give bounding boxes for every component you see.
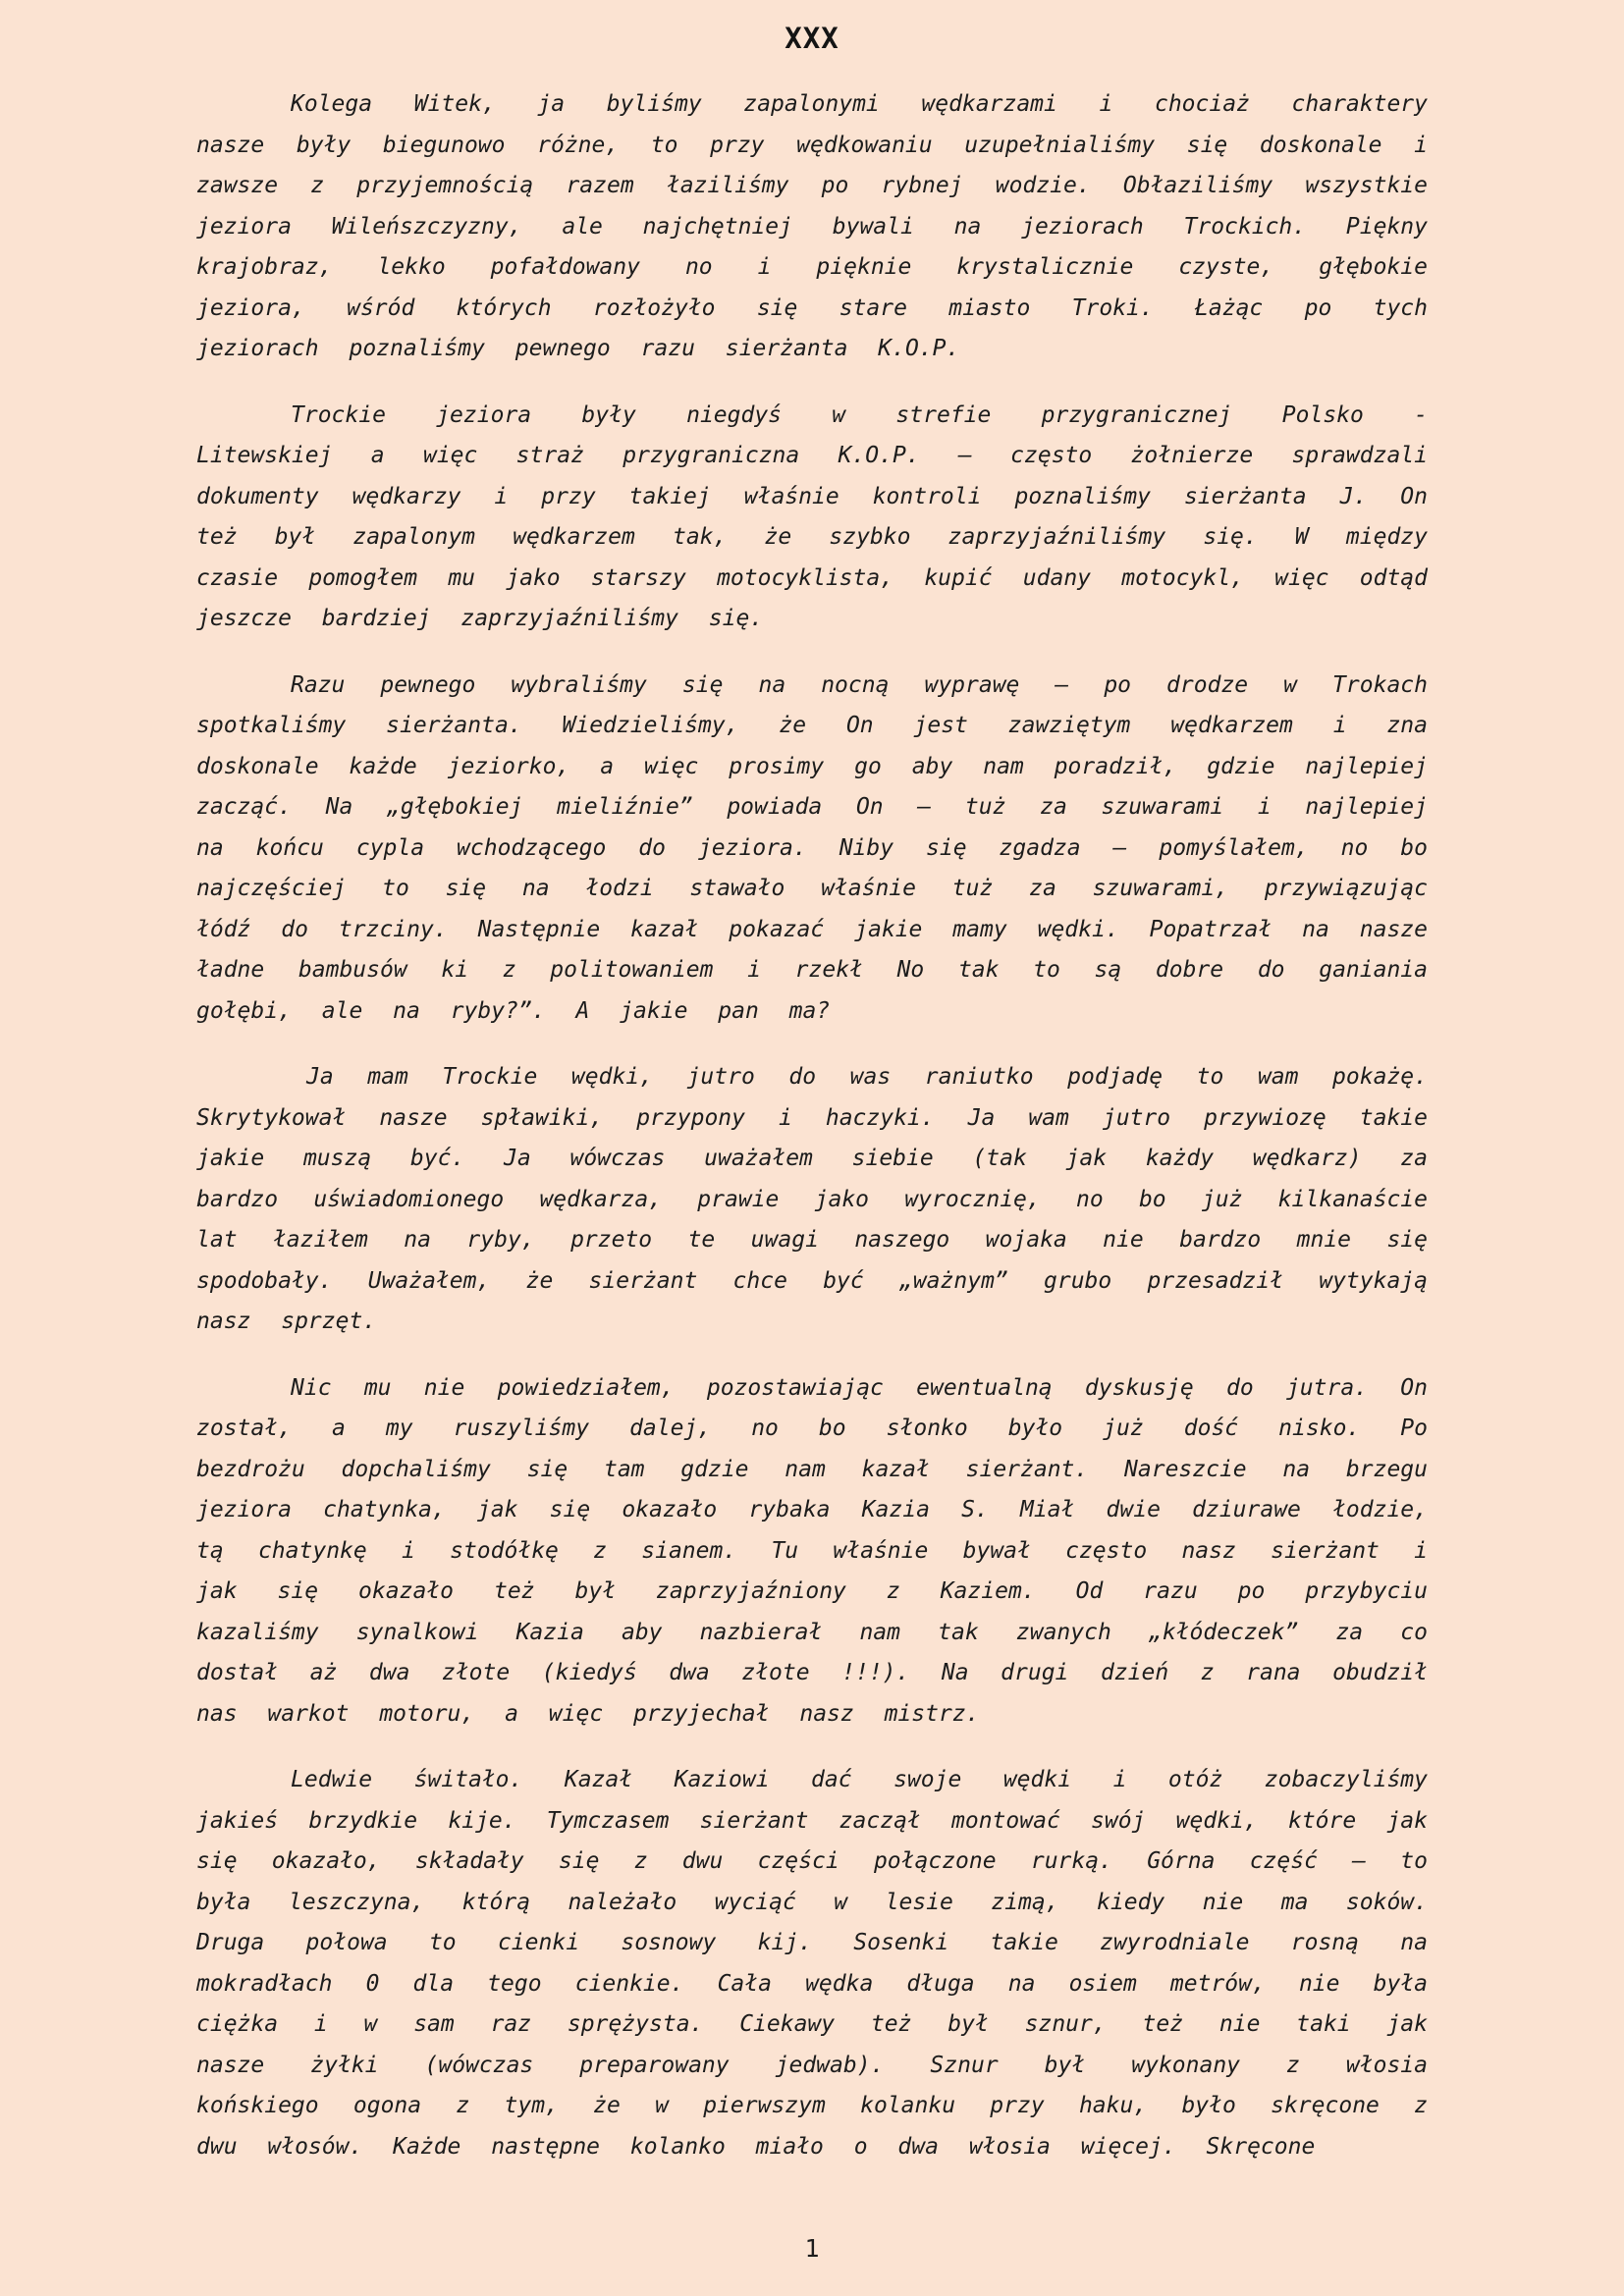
paragraph-6: Ledwie świtało. Kazał Kaziowi dać swoje wędki i otóż zobaczyliśmy jakieś brzydkie kije. Tymczasem sierżant zaczął montować swój wędki, które jak się okazało, składały się z dwu części połączone rurką. Górna część – to była leszczyna, którą należało wyciąć w lesie zimą, kiedy nie ma soków. Druga połowa to cienki sosnowy kij. Sosenki takie zwyrodniale rosną na mokradłach 0 dla tego cienkie. Cała wędka długa na osiem metrów, nie była ciężka i w sam raz sprężysta. Ciekawy też był sznur, też nie taki jak nasze żyłki (wówczas preparowany jedwab). Sznur był wykonany z włosia końskiego ogona z tym, że w pierwszym kolanku przy haku, było skręcone z dwu włosów. Każde następne kolanko miało o dwa włosia więcej. Skręcone [196, 1767, 1428, 2160]
page-number: 1 [804, 2234, 820, 2263]
paragraph-2: Trockie jeziora były niegdyś w strefie przygranicznej Polsko - Litewskiej a więc straż przygraniczna K.O.P. – często żołnierze sprawdzali dokumenty wędkarzy i przy takiej właśnie kontroli poznaliśmy sierżanta J. On też był zapalonym wędkarzem tak, że szybko zaprzyjaźniliśmy się. W między czasie pomogłem mu jako starszy motocyklista, kupić udany motocykl, więc odtąd jeszcze bardziej zaprzyjaźniliśmy się. [196, 401, 1428, 631]
paragraph-4: Ja mam Trockie wędki, jutro do was raniutko podjadę to wam pokażę. Skrytykował nasze spławiki, przypony i haczyki. Ja wam jutro przywiozę takie jakie muszą być. Ja wówczas uważałem siebie (tak jak każdy wędkarz) za bardzo uświadomionego wędkarza, prawie jako wyrocznię, no bo już kilkanaście lat łaziłem na ryby, przeto te uwagi naszego wojaka nie bardzo mnie się spodobały. Uważałem, że sierżant chce być „ważnym” grubo przesadził wytykają nasz sprzęt. [196, 1064, 1428, 1334]
paragraph-5: Nic mu nie powiedziałem, pozostawiając ewentualną dyskusję do jutra. On został, a my ruszyliśmy dalej, no bo słonko było już dość nisko. Po bezdrożu dopchaliśmy się tam gdzie nam kazał sierżant. Nareszcie na brzegu jeziora chatynka, jak się okazało rybaka Kazia S. Miał dwie dziurawe łodzie, tą chatynkę i stodółkę z sianem. Tu właśnie bywał często nasz sierżant i jak się okazało też był zaprzyjaźniony z Kaziem. Od razu po przybyciu kazaliśmy synalkowi Kazia aby nazbierał nam tak zwanych „kłódeczek” za co dostał aż dwa złote (kiedyś dwa złote !!!). Na drugi dzień z rana obudził nas warkot motoru, a więc przyjechał nasz mistrz. [196, 1374, 1428, 1727]
paragraph-3: Razu pewnego wybraliśmy się na nocną wyprawę – po drodze w Trokach spotkaliśmy sierżanta. Wiedzieliśmy, że On jest zawziętym wędkarzem i zna doskonale każde jeziorko, a więc prosimy go aby nam poradził, gdzie najlepiej zacząć. Na „głębokiej mieliźnie” powiada On – tuż za szuwarami i najlepiej na końcu cypla wchodzącego do jeziora. Niby się zgadza – pomyślałem, no bo najczęściej to się na łodzi stawało właśnie tuż za szuwarami, przywiązując łódź do trzciny. Następnie kazał pokazać jakie mamy wędki. Popatrzał na nasze ładne bambusów ki z politowaniem i rzekł No tak to są dobre do ganiania gołębi, ale na ryby?”. A jakie pan ma? [196, 671, 1428, 1024]
page-title: XXX [785, 22, 839, 55]
document-body [196, 84, 1428, 2167]
paragraph-1: Kolega Witek, ja byliśmy zapalonymi wędkarzami i chociaż charaktery nasze były biegunowo różne, to przy wędkowaniu uzupełnialiśmy się doskonale i zawsze z przyjemnością razem łaziliśmy po rybnej wodzie. Obłaziliśmy wszystkie jeziora Wileńszczyzny, ale najchętniej bywali na jeziorach Trockich. Piękny krajobraz, lekko pofałdowany no i pięknie krystalicznie czyste, głębokie jeziora, wśród których rozłożyło się stare miasto Troki. Łażąc po tych jeziorach poznaliśmy pewnego razu sierżanta K.O.P. [196, 91, 1428, 361]
